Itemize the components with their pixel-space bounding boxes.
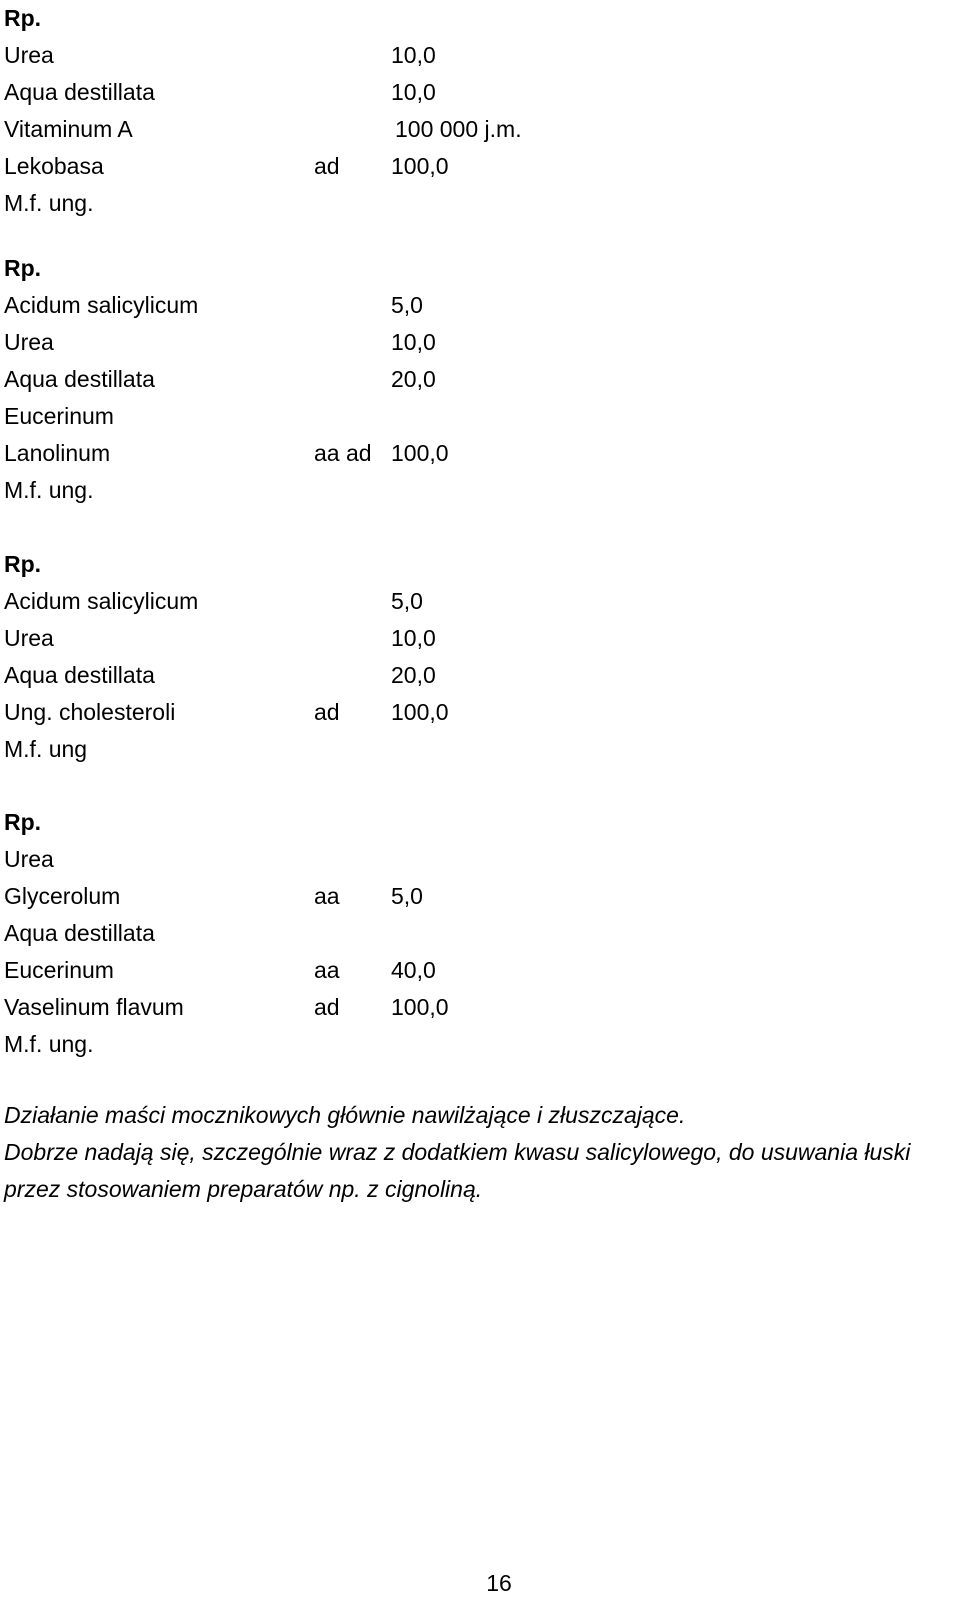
- note-line: Działanie maści mocznikowych głównie nawilżające i złuszczające.: [4, 1102, 686, 1128]
- ingredient-name: M.f. ung.: [4, 477, 94, 503]
- recipe-2: [4, 250, 944, 509]
- ingredient-amount: 10,0: [391, 42, 436, 68]
- ingredient-line: [4, 915, 944, 952]
- ingredient-line: [4, 620, 944, 657]
- ingredient-name: Eucerinum: [4, 403, 114, 429]
- ingredient-amount: 10,0: [391, 329, 436, 355]
- note-line: przez stosowaniem preparatów np. z cignoliną.: [4, 1176, 483, 1202]
- ingredient-line: [4, 398, 944, 435]
- ingredient-amount: 20,0: [391, 662, 436, 688]
- ingredient-line: [4, 878, 944, 915]
- ingredient-qualifier: ad: [314, 153, 340, 179]
- ingredient-name: Aqua destillata: [4, 79, 155, 105]
- ingredient-amount: 5,0: [391, 883, 423, 909]
- recipe-3: [4, 546, 944, 768]
- ingredient-line: [4, 1026, 944, 1063]
- ingredient-name: M.f. ung.: [4, 190, 94, 216]
- ingredient-name: M.f. ung.: [4, 1031, 94, 1057]
- recipe-header: Rp.: [4, 5, 42, 31]
- ingredient-amount: 100 000 j.m.: [395, 116, 522, 142]
- ingredient-amount: 100,0: [391, 994, 449, 1020]
- ingredient-name: M.f. ung: [4, 736, 88, 762]
- ingredient-name: Eucerinum: [4, 957, 114, 983]
- recipe-1: [4, 0, 944, 222]
- ingredient-name: Lanolinum: [4, 440, 111, 466]
- ingredient-name: Aqua destillata: [4, 662, 155, 688]
- ingredient-name: Aqua destillata: [4, 920, 155, 946]
- ingredient-qualifier: aa: [314, 957, 340, 983]
- ingredient-line: [4, 324, 944, 361]
- ingredient-line: [4, 435, 944, 472]
- recipe-header: Rp.: [4, 551, 42, 577]
- ingredient-line: [4, 694, 944, 731]
- ingredient-amount: 20,0: [391, 366, 436, 392]
- ingredient-name: Vitaminum A: [4, 116, 133, 142]
- ingredient-name: Urea: [4, 329, 54, 355]
- ingredient-line: [4, 185, 944, 222]
- note-paragraph: [4, 1097, 954, 1208]
- ingredient-name: Urea: [4, 42, 54, 68]
- ingredient-name: Urea: [4, 625, 54, 651]
- ingredient-name: Urea: [4, 846, 54, 872]
- ingredient-line: [4, 989, 944, 1026]
- ingredient-line: [4, 111, 944, 148]
- ingredient-name: Acidum salicylicum: [4, 588, 199, 614]
- ingredient-name: Glycerolum: [4, 883, 121, 909]
- ingredient-amount: 5,0: [391, 588, 423, 614]
- note-line: Dobrze nadają się, szczególnie wraz z dodatkiem kwasu salicylowego, do usuwania łuski: [4, 1139, 911, 1165]
- recipe-header: Rp.: [4, 255, 42, 281]
- recipe-4: [4, 804, 944, 1063]
- ingredient-line: [4, 657, 944, 694]
- ingredient-name: Acidum salicylicum: [4, 292, 199, 318]
- ingredient-qualifier: aa ad: [314, 440, 372, 466]
- ingredient-amount: 10,0: [391, 79, 436, 105]
- ingredient-qualifier: ad: [314, 994, 340, 1020]
- ingredient-line: [4, 583, 944, 620]
- page-number: 16: [486, 1570, 512, 1596]
- ingredient-qualifier: ad: [314, 699, 340, 725]
- ingredient-line: [4, 841, 944, 878]
- ingredient-qualifier: aa: [314, 883, 340, 909]
- ingredient-amount: 100,0: [391, 153, 449, 179]
- ingredient-line: [4, 287, 944, 324]
- ingredient-amount: 100,0: [391, 440, 449, 466]
- ingredient-amount: 40,0: [391, 957, 436, 983]
- ingredient-name: Lekobasa: [4, 153, 104, 179]
- ingredient-name: Vaselinum flavum: [4, 994, 184, 1020]
- ingredient-amount: 10,0: [391, 625, 436, 651]
- ingredient-line: [4, 74, 944, 111]
- ingredient-line: [4, 472, 944, 509]
- ingredient-line: [4, 361, 944, 398]
- ingredient-name: Aqua destillata: [4, 366, 155, 392]
- ingredient-line: [4, 37, 944, 74]
- ingredient-line: [4, 731, 944, 768]
- recipe-header: Rp.: [4, 809, 42, 835]
- ingredient-amount: 100,0: [391, 699, 449, 725]
- ingredient-amount: 5,0: [391, 292, 423, 318]
- ingredient-line: [4, 952, 944, 989]
- ingredient-name: Ung. cholesteroli: [4, 699, 176, 725]
- ingredient-line: [4, 148, 944, 185]
